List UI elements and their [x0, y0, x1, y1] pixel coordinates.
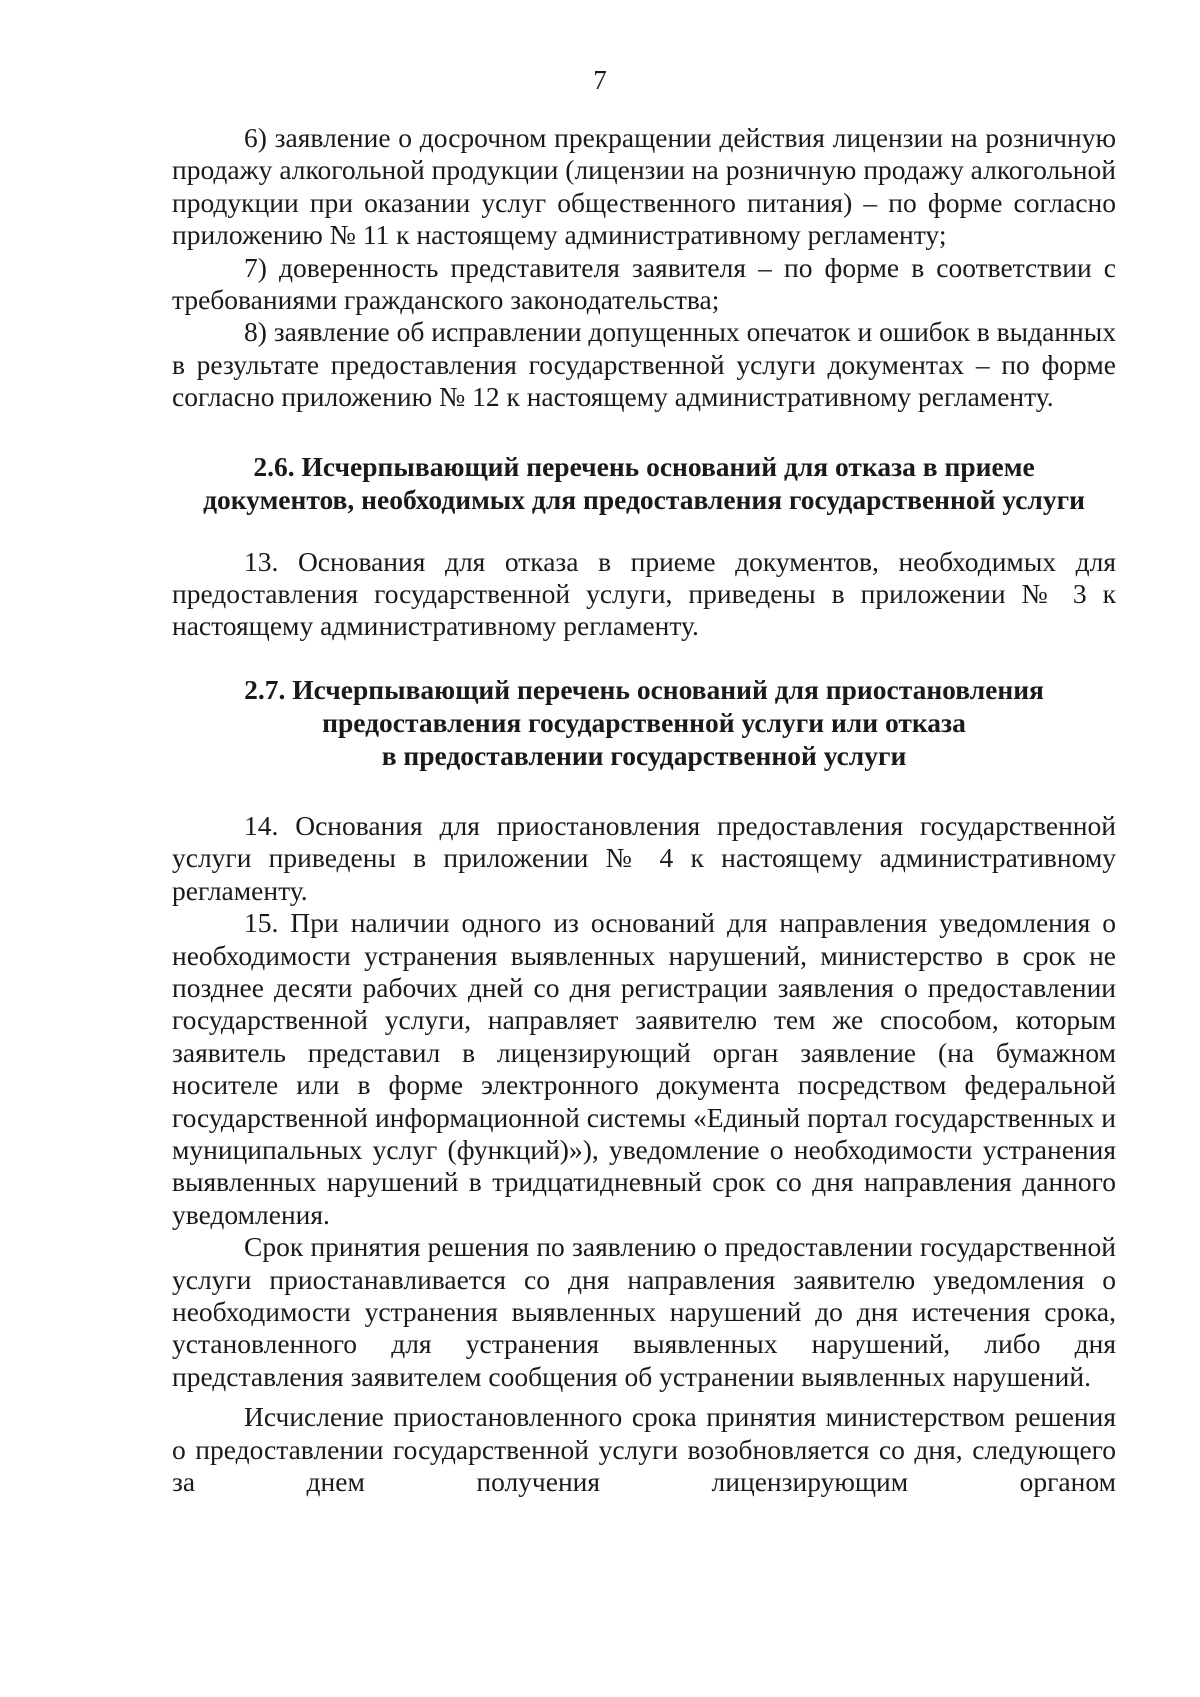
document-body: [172, 122, 1116, 1498]
section-2-6-heading-line2: документов, необходимых для предоставления государственной услуги: [203, 483, 1085, 515]
list-item-7: 7) доверенность представителя заявителя – по форме в соответствии с требованиями гражданского законодательства;: [172, 251, 1116, 316]
paragraph-14: 14. Основания для приостановления предоставления государственной услуги приведены в приложении № 4 к настоящему административному регламенту.: [172, 809, 1116, 906]
paragraph-15: 15. При наличии одного из оснований для направления уведомления о необходимости устранения выявленных нарушений, министерство в срок не позднее десяти рабочих дней со дня регистрации заявления о предоставлении государственной услуги, направляет заявителю тем же способом, которым заявитель представил в лицензирующий орган заявление (на бумажном носителе или в форме электронного документа посредством федеральной государственной информационной системы «Единый портал государственных и муниципальных услуг (функций)»), уведомление о необходимости устранения выявленных нарушений в тридцатидневный срок со дня направления данного уведомления.: [172, 907, 1116, 1230]
list-item-8: 8) заявление об исправлении допущенных опечаток и ошибок в выданных в результате предоставления государственной услуги документах – по форме согласно приложению № 12 к настоящему административному регламенту.: [172, 316, 1116, 413]
section-2-6-heading: [172, 450, 1116, 516]
paragraph-ischislenie: Исчисление приостановленного срока принятия министерством решения о предоставлении государственной услуги возобновляется со дня, следующего за днем получения лицензирующим органом: [172, 1401, 1116, 1497]
list-item-6: 6) заявление о досрочном прекращении действия лицензии на розничную продажу алкогольной продукции (лицензии на розничную продажу алкогольной продукции при оказании услуг общественного питания) – по форме согласно приложению № 11 к настоящему административному регламенту;: [172, 122, 1116, 251]
section-2-6-heading-line1: 2.6. Исчерпывающий перечень оснований для отказа в приеме: [253, 450, 1035, 482]
paragraph-srok: Срок принятия решения по заявлению о предоставлении государственной услуги приостанавливается со дня направления заявителю уведомления о необходимости устранения выявленных нарушений до дня истечения срока, установленного для устранения выявленных нарушений, либо дня представления заявителем сообщения об устранении выявленных нарушений.: [172, 1231, 1116, 1392]
section-2-7-heading-line1: 2.7. Исчерпывающий перечень оснований для приостановления: [244, 673, 1044, 705]
section-2-7-heading-line2: предоставления государственной услуги или отказа: [322, 706, 966, 738]
paragraph-13: 13. Основания для отказа в приеме документов, необходимых для предоставления государственной услуги, приведены в приложении № 3 к настоящему административному регламенту.: [172, 545, 1116, 642]
page-number: 7: [593, 65, 607, 95]
section-2-7-heading-line3: в предоставлении государственной услуги: [381, 739, 907, 771]
section-2-7-heading: [172, 673, 1116, 772]
